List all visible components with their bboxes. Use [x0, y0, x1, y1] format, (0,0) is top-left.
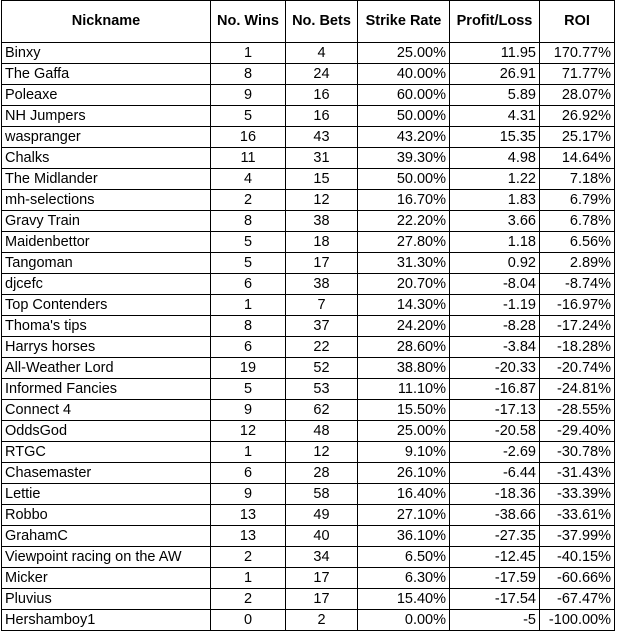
cell-profit-loss: -12.45	[450, 547, 540, 568]
table-row	[2, 400, 615, 421]
cell-bets: 37	[286, 316, 358, 337]
cell-roi: -16.97%	[540, 295, 615, 316]
cell-bets: 49	[286, 505, 358, 526]
table-row	[2, 232, 615, 253]
table-row	[2, 505, 615, 526]
cell-roi: -33.39%	[540, 484, 615, 505]
cell-strike-rate: 16.70%	[358, 190, 450, 211]
table-row	[2, 106, 615, 127]
cell-strike-rate: 25.00%	[358, 43, 450, 64]
header-roi: ROI	[540, 1, 615, 43]
cell-bets: 17	[286, 253, 358, 274]
cell-strike-rate: 60.00%	[358, 85, 450, 106]
cell-wins: 8	[211, 211, 286, 232]
cell-profit-loss: -17.13	[450, 400, 540, 421]
table-row	[2, 547, 615, 568]
cell-profit-loss: 4.31	[450, 106, 540, 127]
cell-wins: 1	[211, 442, 286, 463]
cell-roi: -100.00%	[540, 610, 615, 631]
cell-wins: 1	[211, 568, 286, 589]
cell-strike-rate: 27.10%	[358, 505, 450, 526]
cell-strike-rate: 40.00%	[358, 64, 450, 85]
cell-wins: 5	[211, 232, 286, 253]
cell-wins: 5	[211, 253, 286, 274]
cell-wins: 1	[211, 295, 286, 316]
cell-strike-rate: 0.00%	[358, 610, 450, 631]
cell-nickname: Harrys horses	[2, 337, 211, 358]
cell-nickname: Chalks	[2, 148, 211, 169]
cell-nickname: The Gaffa	[2, 64, 211, 85]
cell-bets: 16	[286, 85, 358, 106]
cell-nickname: Pluvius	[2, 589, 211, 610]
cell-wins: 9	[211, 484, 286, 505]
cell-strike-rate: 22.20%	[358, 211, 450, 232]
cell-nickname: Lettie	[2, 484, 211, 505]
cell-nickname: Thoma's tips	[2, 316, 211, 337]
cell-nickname: Hershamboy1	[2, 610, 211, 631]
cell-bets: 17	[286, 568, 358, 589]
cell-strike-rate: 39.30%	[358, 148, 450, 169]
table-row	[2, 589, 615, 610]
cell-bets: 2	[286, 610, 358, 631]
table-row	[2, 253, 615, 274]
cell-bets: 15	[286, 169, 358, 190]
cell-profit-loss: 1.18	[450, 232, 540, 253]
cell-strike-rate: 11.10%	[358, 379, 450, 400]
cell-strike-rate: 20.70%	[358, 274, 450, 295]
cell-profit-loss: -18.36	[450, 484, 540, 505]
cell-strike-rate: 24.20%	[358, 316, 450, 337]
cell-nickname: Tangoman	[2, 253, 211, 274]
cell-wins: 2	[211, 547, 286, 568]
cell-nickname: The Midlander	[2, 169, 211, 190]
cell-roi: -17.24%	[540, 316, 615, 337]
cell-roi: 26.92%	[540, 106, 615, 127]
cell-nickname: Top Contenders	[2, 295, 211, 316]
cell-wins: 9	[211, 400, 286, 421]
cell-bets: 12	[286, 442, 358, 463]
cell-profit-loss: 4.98	[450, 148, 540, 169]
cell-roi: 14.64%	[540, 148, 615, 169]
cell-profit-loss: -1.19	[450, 295, 540, 316]
cell-wins: 5	[211, 379, 286, 400]
table-row	[2, 43, 615, 64]
cell-nickname: All-Weather Lord	[2, 358, 211, 379]
cell-wins: 8	[211, 64, 286, 85]
cell-nickname: Informed Fancies	[2, 379, 211, 400]
cell-roi: 71.77%	[540, 64, 615, 85]
header-profit-loss: Profit/Loss	[450, 1, 540, 43]
cell-strike-rate: 31.30%	[358, 253, 450, 274]
cell-profit-loss: -27.35	[450, 526, 540, 547]
cell-profit-loss: -3.84	[450, 337, 540, 358]
table-row	[2, 85, 615, 106]
table-row	[2, 358, 615, 379]
table-row	[2, 337, 615, 358]
cell-bets: 52	[286, 358, 358, 379]
table-row	[2, 463, 615, 484]
cell-bets: 62	[286, 400, 358, 421]
cell-wins: 13	[211, 526, 286, 547]
cell-wins: 11	[211, 148, 286, 169]
cell-bets: 4	[286, 43, 358, 64]
cell-nickname: Connect 4	[2, 400, 211, 421]
cell-wins: 5	[211, 106, 286, 127]
cell-bets: 22	[286, 337, 358, 358]
cell-profit-loss: -2.69	[450, 442, 540, 463]
cell-roi: 170.77%	[540, 43, 615, 64]
table-row	[2, 295, 615, 316]
cell-strike-rate: 27.80%	[358, 232, 450, 253]
table-row	[2, 316, 615, 337]
cell-roi: 2.89%	[540, 253, 615, 274]
table-row	[2, 442, 615, 463]
cell-nickname: OddsGod	[2, 421, 211, 442]
cell-roi: -24.81%	[540, 379, 615, 400]
table-header	[2, 1, 615, 43]
cell-profit-loss: 3.66	[450, 211, 540, 232]
table-row	[2, 211, 615, 232]
cell-profit-loss: -20.33	[450, 358, 540, 379]
cell-roi: 6.56%	[540, 232, 615, 253]
cell-strike-rate: 25.00%	[358, 421, 450, 442]
table-row	[2, 169, 615, 190]
cell-roi: 25.17%	[540, 127, 615, 148]
cell-wins: 19	[211, 358, 286, 379]
cell-strike-rate: 14.30%	[358, 295, 450, 316]
cell-bets: 18	[286, 232, 358, 253]
table-body	[2, 43, 615, 631]
cell-wins: 0	[211, 610, 286, 631]
header-strike-rate: Strike Rate	[358, 1, 450, 43]
cell-nickname: RTGC	[2, 442, 211, 463]
table-row	[2, 127, 615, 148]
cell-strike-rate: 16.40%	[358, 484, 450, 505]
cell-bets: 31	[286, 148, 358, 169]
cell-roi: -8.74%	[540, 274, 615, 295]
cell-wins: 12	[211, 421, 286, 442]
cell-profit-loss: -17.59	[450, 568, 540, 589]
cell-wins: 13	[211, 505, 286, 526]
tipster-results-table	[1, 0, 615, 631]
cell-profit-loss: -6.44	[450, 463, 540, 484]
cell-bets: 40	[286, 526, 358, 547]
cell-profit-loss: -38.66	[450, 505, 540, 526]
cell-strike-rate: 50.00%	[358, 106, 450, 127]
cell-bets: 43	[286, 127, 358, 148]
cell-nickname: GrahamC	[2, 526, 211, 547]
cell-nickname: Maidenbettor	[2, 232, 211, 253]
cell-wins: 2	[211, 589, 286, 610]
cell-profit-loss: 1.83	[450, 190, 540, 211]
cell-wins: 6	[211, 274, 286, 295]
table-row	[2, 274, 615, 295]
cell-bets: 38	[286, 211, 358, 232]
header-row	[2, 1, 615, 43]
cell-bets: 38	[286, 274, 358, 295]
cell-profit-loss: 15.35	[450, 127, 540, 148]
cell-bets: 16	[286, 106, 358, 127]
cell-strike-rate: 9.10%	[358, 442, 450, 463]
cell-roi: 6.78%	[540, 211, 615, 232]
cell-nickname: Robbo	[2, 505, 211, 526]
cell-roi: -28.55%	[540, 400, 615, 421]
cell-wins: 8	[211, 316, 286, 337]
table-row	[2, 421, 615, 442]
header-bets: No. Bets	[286, 1, 358, 43]
table-row	[2, 610, 615, 631]
cell-strike-rate: 28.60%	[358, 337, 450, 358]
cell-strike-rate: 6.50%	[358, 547, 450, 568]
table-row	[2, 64, 615, 85]
cell-bets: 12	[286, 190, 358, 211]
cell-nickname: djcefc	[2, 274, 211, 295]
table-row	[2, 484, 615, 505]
cell-bets: 17	[286, 589, 358, 610]
cell-roi: -18.28%	[540, 337, 615, 358]
cell-wins: 16	[211, 127, 286, 148]
cell-nickname: Chasemaster	[2, 463, 211, 484]
cell-bets: 24	[286, 64, 358, 85]
cell-strike-rate: 38.80%	[358, 358, 450, 379]
cell-nickname: Poleaxe	[2, 85, 211, 106]
cell-roi: -40.15%	[540, 547, 615, 568]
cell-strike-rate: 15.50%	[358, 400, 450, 421]
header-nickname: Nickname	[2, 1, 211, 43]
table-row	[2, 190, 615, 211]
cell-nickname: waspranger	[2, 127, 211, 148]
cell-profit-loss: 26.91	[450, 64, 540, 85]
header-wins: No. Wins	[211, 1, 286, 43]
cell-profit-loss: 11.95	[450, 43, 540, 64]
cell-roi: -31.43%	[540, 463, 615, 484]
table-row	[2, 148, 615, 169]
cell-profit-loss: -5	[450, 610, 540, 631]
cell-strike-rate: 50.00%	[358, 169, 450, 190]
cell-roi: -37.99%	[540, 526, 615, 547]
cell-strike-rate: 15.40%	[358, 589, 450, 610]
cell-wins: 1	[211, 43, 286, 64]
cell-roi: 6.79%	[540, 190, 615, 211]
table-row	[2, 526, 615, 547]
cell-nickname: Gravy Train	[2, 211, 211, 232]
cell-roi: -20.74%	[540, 358, 615, 379]
cell-profit-loss: 0.92	[450, 253, 540, 274]
cell-profit-loss: -20.58	[450, 421, 540, 442]
cell-roi: -29.40%	[540, 421, 615, 442]
cell-nickname: Binxy	[2, 43, 211, 64]
cell-nickname: Micker	[2, 568, 211, 589]
cell-wins: 6	[211, 337, 286, 358]
cell-profit-loss: 5.89	[450, 85, 540, 106]
cell-wins: 6	[211, 463, 286, 484]
cell-bets: 58	[286, 484, 358, 505]
cell-profit-loss: -8.28	[450, 316, 540, 337]
cell-profit-loss: -16.87	[450, 379, 540, 400]
cell-bets: 34	[286, 547, 358, 568]
cell-nickname: Viewpoint racing on the AW	[2, 547, 211, 568]
cell-roi: -33.61%	[540, 505, 615, 526]
cell-strike-rate: 6.30%	[358, 568, 450, 589]
cell-strike-rate: 43.20%	[358, 127, 450, 148]
table-row	[2, 379, 615, 400]
cell-bets: 28	[286, 463, 358, 484]
cell-roi: -67.47%	[540, 589, 615, 610]
cell-roi: -60.66%	[540, 568, 615, 589]
cell-roi: 28.07%	[540, 85, 615, 106]
cell-roi: -30.78%	[540, 442, 615, 463]
cell-strike-rate: 26.10%	[358, 463, 450, 484]
cell-wins: 4	[211, 169, 286, 190]
cell-nickname: NH Jumpers	[2, 106, 211, 127]
cell-profit-loss: -8.04	[450, 274, 540, 295]
cell-bets: 53	[286, 379, 358, 400]
cell-strike-rate: 36.10%	[358, 526, 450, 547]
cell-bets: 7	[286, 295, 358, 316]
cell-roi: 7.18%	[540, 169, 615, 190]
cell-wins: 2	[211, 190, 286, 211]
cell-profit-loss: 1.22	[450, 169, 540, 190]
cell-bets: 48	[286, 421, 358, 442]
cell-nickname: mh-selections	[2, 190, 211, 211]
cell-profit-loss: -17.54	[450, 589, 540, 610]
table-row	[2, 568, 615, 589]
cell-wins: 9	[211, 85, 286, 106]
